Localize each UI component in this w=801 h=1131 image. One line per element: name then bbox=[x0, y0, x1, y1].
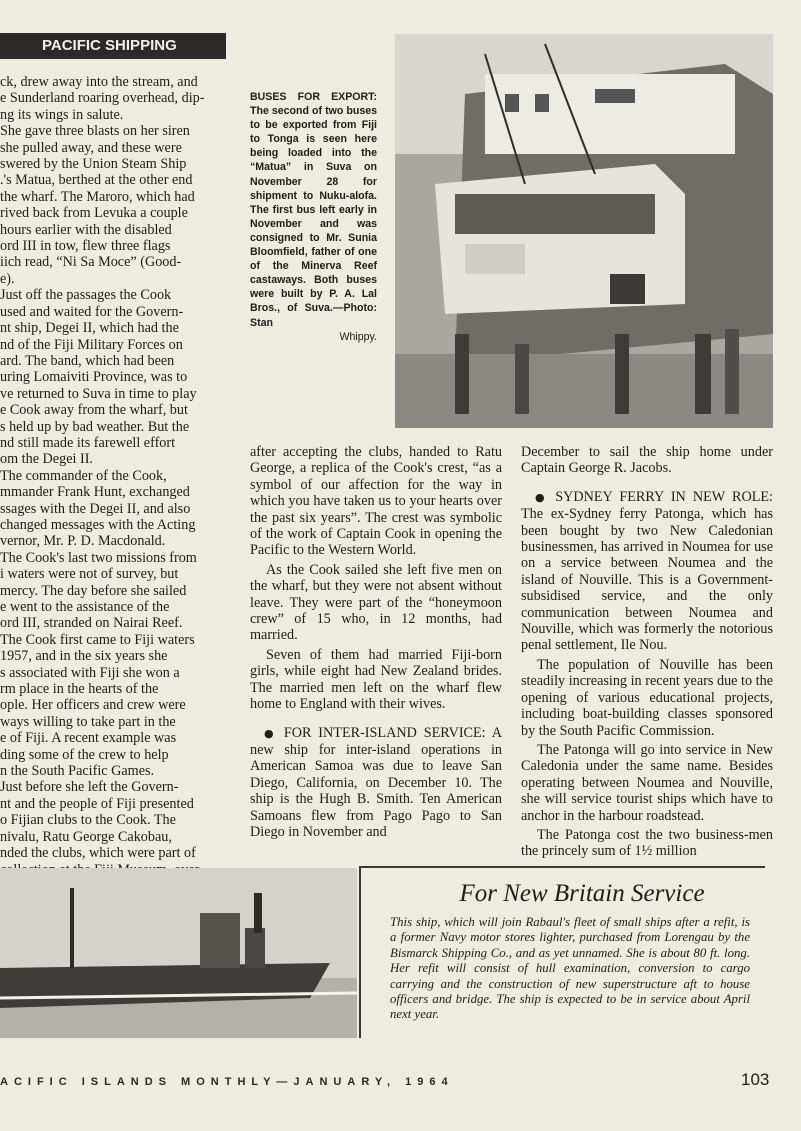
column-1-line: ord III in tow, flew three flags bbox=[0, 238, 171, 255]
page-number: 103 bbox=[741, 1070, 770, 1089]
column-1-line: nt ship, Degei II, which had the bbox=[0, 320, 179, 337]
bus-loading-photo bbox=[395, 34, 773, 428]
page-footer bbox=[0, 1074, 801, 1094]
col2-paragraph-1: after accepting the clubs, handed to Ratu George, a replica of the Cook's crest, “as a symbol of our affection for the way in which you have taken us to your hearts over the past six years”. The crest was symbolic of the work of Captain Cook in opening the Pacific to the Western World. bbox=[250, 444, 502, 559]
column-1-line: ard. The band, which had been bbox=[0, 352, 175, 369]
new-britain-ship-photo bbox=[0, 868, 357, 1038]
ship-illustration bbox=[0, 868, 357, 1038]
column-1-line: Just off the passages the Cook bbox=[0, 287, 172, 304]
column-1-line: the wharf. The Maroro, which had bbox=[0, 188, 195, 205]
caption-head: BUSES FOR EXPORT: bbox=[250, 91, 377, 103]
column-1-line: ng its wings in salute. bbox=[0, 106, 124, 123]
column-1-line: .'s Matua, berthed at the other end bbox=[0, 172, 193, 189]
column-1-line: she pulled away, and these were bbox=[0, 139, 182, 156]
column-1-line: rm place in the hearts of the bbox=[0, 681, 159, 698]
col3-subhead: SYDNEY FERRY IN NEW ROLE: bbox=[555, 488, 773, 505]
column-1-line: o Fijian clubs to the Cook. The bbox=[0, 812, 176, 829]
column-1-line: uring Lomaiviti Province, was to bbox=[0, 369, 188, 386]
column-1-line: mmander Frank Hunt, exchanged bbox=[0, 484, 190, 501]
column-1-line: Just before she left the Govern- bbox=[0, 779, 179, 796]
caption-body: The second of two buses to be exported from Fiji to Tonga is seen here being loaded into the “Matua” in Suva on November 28 for shipment to Nuku-alofa. The first bus left early in November and was consigned to Mr. Sunia Bloomfield, father of one of the Minerva Reef castaways. Both buses were built by P. A. Lal Bros., of Suva.—Photo: Stan bbox=[250, 105, 377, 329]
column-1-line: e Cook away from the wharf, but bbox=[0, 402, 188, 419]
column-1-line: nd of the Fiji Military Forces on bbox=[0, 336, 183, 353]
column-1-line: 1957, and in the six years she bbox=[0, 648, 168, 665]
column-1-line: ck, drew away into the stream, and bbox=[0, 74, 198, 90]
col3-paragraph-2: ● SYDNEY FERRY IN NEW ROLE: The ex-Sydney ferry Patonga, which has been bought by two New Caledonian businessmen, has arrived in Noumea for use on a service between Noumea and the island of Nouville. This is a Government-subsidised service, and the only communication between Noumea and Nouville, which was formerly the notorious penal settlement, Ile Nou. bbox=[521, 488, 773, 654]
col3-paragraph-4: The Patonga will go into service in New Caledonia under the same name. Besides operating between Noumea and Nouville, she will service tourist ships which have to anchor in the harbour roadstead. bbox=[521, 741, 773, 824]
col2-paragraph-4-text: A new ship for inter-island operations in American Samoa was due to leave San Diego, California, on December 10. The ship is the Hugh B. Smith. Ten American Samoans flew from Pago Pago to San Diego in November and bbox=[250, 724, 502, 840]
column-1-line: ord III, stranded on Nairai Reef. bbox=[0, 615, 183, 632]
column-1-line: She gave three blasts on her siren bbox=[0, 123, 190, 140]
column-1-line: ve returned to Suva in time to play bbox=[0, 385, 197, 402]
column-1-line: rived back from Levuka a couple bbox=[0, 205, 188, 222]
column-1-line: The commander of the Cook, bbox=[0, 467, 167, 484]
col2-paragraph-3: Seven of them had married Fiji-born girls, while eight had New Zealand brides. The married men left on the wharf flew home to England with their wives. bbox=[250, 646, 502, 713]
feature-box-title: For New Britain Service bbox=[459, 880, 705, 907]
column-1-line: nt and the people of Fiji presented bbox=[0, 795, 194, 812]
column-2 bbox=[250, 444, 502, 844]
bus-loading-illustration bbox=[395, 34, 773, 428]
column-1-line: e). bbox=[0, 270, 15, 287]
column-1-line: swered by the Union Steam Ship bbox=[0, 156, 187, 173]
column-1-line: e went to the assistance of the bbox=[0, 599, 170, 615]
column-1-line: ssages with the Degei II, and also bbox=[0, 500, 191, 517]
caption-credit: Whippy. bbox=[339, 330, 377, 343]
column-1-line: s held up by bad weather. But the bbox=[0, 418, 190, 435]
column-1-line: n the South Pacific Games. bbox=[0, 763, 155, 780]
col3-paragraph-2-text: The ex-Sydney ferry Patonga, which has been bought by two New Caledonian businessmen, has arrived in Noumea for use on a service between Noumea and the island of Nouville. This is a Government-subsidised service, and the only communication between Noumea and Nouville, which was formerly the notorious penal settlement, Ile Nou. bbox=[521, 506, 773, 654]
column-1-line: The Cook first came to Fiji waters bbox=[0, 631, 195, 648]
column-1-line: used and waited for the Govern- bbox=[0, 303, 184, 320]
col3-paragraph-5: The Patonga cost the two business-men the princely sum of 1½ million bbox=[521, 826, 773, 860]
photo-caption bbox=[250, 90, 377, 344]
column-1-line: The Cook's last two missions from bbox=[0, 549, 197, 566]
column-1-line: iich read, “Ni Sa Moce” (Good- bbox=[0, 254, 182, 271]
feature-box-text: This ship, which will join Rabaul's fleet of small ships after a refit, is a former Navy motor stores lighter, purchased from Lorengau by the Bismarck Shipping Co., and as yet unnamed. She is about 80 ft. long. Her refit will consist of hull examination, conversion to cargo carrying and the construction of new superstructure aft to house officers and bridge. The ship is expected to be in service about April next year. bbox=[390, 915, 750, 1022]
col2-paragraph-2: As the Cook sailed she left five men on the wharf, but they were not absent without leave. They were part of the “honeymoon crew” of 15 who, in 12 months, had married. bbox=[250, 561, 502, 644]
col2-subhead: FOR INTER-ISLAND SERVICE: bbox=[283, 724, 486, 741]
column-1-line: nded the clubs, which were part of bbox=[0, 845, 196, 862]
column-1-line: s associated with Fiji she won a bbox=[0, 664, 180, 681]
column-1 bbox=[0, 74, 230, 862]
col3-paragraph-1: December to sail the ship home under Captain George R. Jacobs. bbox=[521, 444, 773, 477]
column-1-line: e of Fiji. A recent example was bbox=[0, 730, 177, 747]
column-1-line: ways willing to take part in the bbox=[0, 713, 176, 730]
section-banner: PACIFIC SHIPPING bbox=[0, 33, 226, 59]
column-1-line: vernor, Mr. P. D. Macdonald. bbox=[0, 533, 166, 550]
column-1-line: mercy. The day before she sailed bbox=[0, 582, 187, 599]
column-1-line: ople. Her officers and crew were bbox=[0, 697, 186, 714]
column-1-line: nivalu, Ratu George Cakobau, bbox=[0, 828, 172, 845]
column-1-line: changed messages with the Acting bbox=[0, 516, 196, 533]
column-1-line: nd still made its farewell effort bbox=[0, 434, 176, 451]
column-1-line: ding some of the crew to help bbox=[0, 746, 169, 763]
footer-publication: ACIFIC ISLANDS MONTHLY—JANUARY, 1964 bbox=[0, 1076, 454, 1088]
col2-paragraph-4: ● FOR INTER-ISLAND SERVICE: A new ship for inter-island operations in American Samoa was due to leave San Diego, California, on December 10. The ship is the Hugh B. Smith. Ten American Samoans flew from Pago Pago to San Diego in November and bbox=[250, 724, 502, 840]
column-1-line: hours earlier with the disabled bbox=[0, 221, 172, 238]
col3-paragraph-3: The population of Nouville has been steadily increasing in recent years due to the opening of various educational projects, including boat-building classes sponsored by the South Pacific Commission. bbox=[521, 656, 773, 739]
column-1-line: i waters were not of survey, but bbox=[0, 566, 179, 583]
column-3 bbox=[521, 444, 773, 860]
column-1-line: om the Degei II. bbox=[0, 451, 93, 468]
column-1-line: e Sunderland roaring overhead, dip- bbox=[0, 90, 205, 107]
